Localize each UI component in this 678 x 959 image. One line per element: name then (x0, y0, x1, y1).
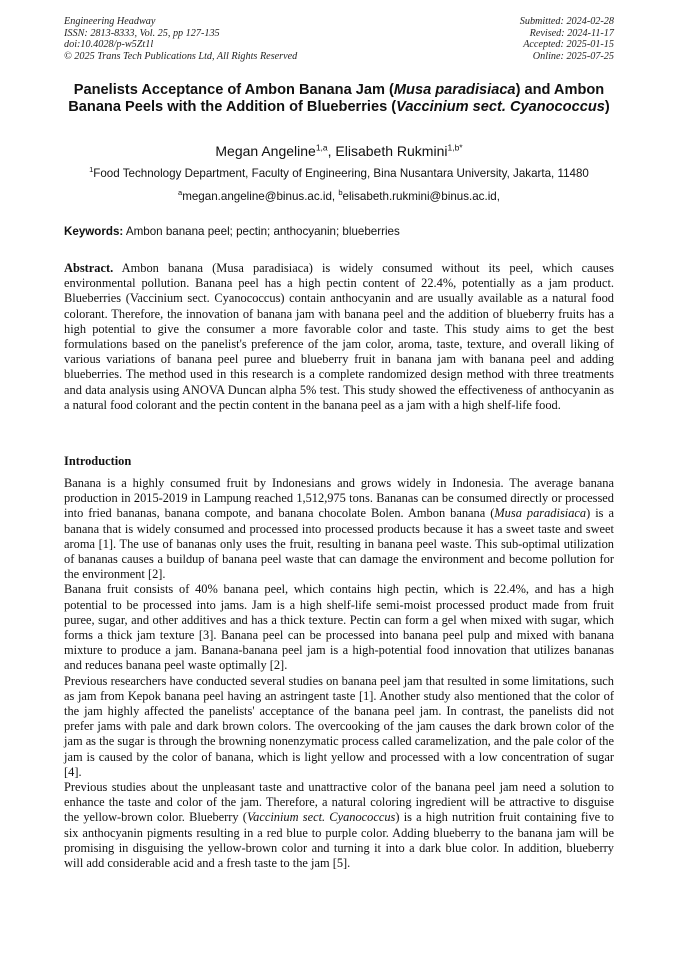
intro-paragraph-3: Previous researchers have conducted several studies on banana peel jam that resulted in some limitations, such as jam from Kepok banana peel having an astringent taste [1]. Another study also mentioned that the color of the jam highly affected the panelists' acceptance of the banana peel jam. In contrast, the panelists did not prefer jams with pale and dark brown colors. The overcooking of the jam causes the dark brown color of the jam as the sugar is through the browning nonenzymatic process called caramelization, and the pale color of the jam is caused by the color of banana, which is light yellow and processed with a low concentration of sugar [4]. (64, 673, 614, 779)
introduction-body (64, 476, 614, 871)
intro-p1-italic: Musa paradisiaca (494, 506, 587, 521)
author-1: Megan Angeline (215, 143, 316, 159)
intro-paragraph-2: Banana fruit consists of 40% banana peel, which contains high pectin, which is 22.4%, and has a high potential to be processed into jams. Jam is a high shelf-life semi-moist processed product made from fruit puree, sugar, and other additives and has a thick texture. Pectin can form a gel when mixed with sugar, which forms a thick jam texture [3]. Banana peel can be processed into banana peel pulp and mixed with banana mixture to produce a jam. Banana-banana peel jam is a high-potential food innovation that utilizes bananas and reduces banana peel waste optimally [2]. (64, 582, 614, 673)
keywords-label: Keywords: (64, 225, 124, 238)
intro-p1-a: Banana is a highly consumed fruit by Indonesians and grows widely in Indonesia. The average banana production in 2015-2019 in Lampung reached 1,512,975 tons. Bananas can be consumed directly or processed into fried bananas, banana compote, and banana chocolate Bolen. Ambon banana ( (64, 476, 614, 521)
journal-info-header (64, 16, 297, 62)
affiliation (64, 167, 614, 181)
author-separator: , (327, 143, 336, 159)
journal-issn: ISSN: 2813-8333, Vol. 25, pp 127-135 (64, 27, 220, 39)
journal-copyright: © 2025 Trans Tech Publications Ltd, All Rights Reserved (64, 50, 298, 62)
abstract-text: Ambon banana (Musa paradisiaca) is widely consumed without its peel, which causes environmental pollution. Banana peel has a high pectin content of 22.4%, potentially as a jam product. Blueberries (Vaccinium sect. Cyanococcus) contain anthocyanin and are usually available as a natural food colorant. Therefore, the innovation of banana jam with banana peel and the addition of blueberry fruits has a high potential to give the consumer a more favorable color and taste. This study aims to get the best formulations based on the panelist's preference of the jam color, aroma, taste, texture, and overall liking of various variations of banana peel puree and blueberry fruit in banana jam with banana peel and adding blueberries. The method used in this research is a complete randomized design method with three treatments and data analysis using ANOVA Duncan alpha 5% test. This study showed the effectiveness of anthocyanin as a natural food colorant and the pectin content in the banana peel as a jam with a high shelf-life food. (64, 261, 614, 412)
revised-date: Revised: 2024-11-17 (529, 27, 614, 39)
intro-p1-b: ) is a banana that is widely consumed and processed into processed products because it has a sweet taste and sweet aroma [1]. The use of bananas only uses the fruit, resulting in banana peel waste. This sub-optimal utilization of bananas causes a buildup of banana peel waste that can damage the environment and become pollution for the environment [2]. (64, 506, 614, 582)
journal-name: Engineering Headway (64, 16, 156, 27)
abstract (64, 261, 614, 413)
author-list (64, 143, 614, 160)
author-2: Elisabeth Rukmini (335, 143, 448, 159)
title-part3: ) (604, 99, 610, 116)
online-date: Online: 2025-07-25 (532, 50, 614, 62)
title-part2: ) and Ambon Banana Peels with the Addition of Blueberries ( (68, 82, 605, 116)
title-part1: Panelists Acceptance of Ambon Banana Jam ( (73, 82, 394, 98)
accepted-date: Accepted: 2025-01-15 (523, 39, 614, 51)
intro-p4-a: Previous studies about the unpleasant taste and unattractive color of the banana peel jam need a solution to enhance the taste and color of the jam. Therefore, a natural coloring ingredient will be attractive to disguise the yellow-brown color. Blueberry ( (64, 780, 614, 825)
introduction-heading: Introduction (64, 454, 132, 468)
author-emails (64, 190, 614, 204)
affiliation-sup: 1 (89, 165, 94, 175)
submitted-date: Submitted: 2024-02-28 (519, 16, 614, 27)
intro-paragraph-4 (64, 780, 614, 871)
intro-p4-b: ) is a high nutrition fruit containing five to six anthocyanin pigments resulting in a red blue to purple color. Adding blueberry to the banana jam will be promising in disguising the yellow-brown color and turning it into a dark blue color. In addition, blueberry will add considerable acid and a fresh taste to the jam [5]. (64, 810, 615, 871)
intro-p4-italic: Vaccinium sect. Cyanococcus (246, 810, 396, 825)
email-a: megan.angeline@binus.ac.id, (182, 190, 339, 203)
submission-dates-header (520, 16, 614, 62)
email-a-sup: a (178, 188, 183, 198)
author-1-sup: 1,a (315, 142, 328, 153)
intro-paragraph-1 (64, 476, 614, 582)
email-b-sup: b (338, 188, 343, 198)
affiliation-text: Food Technology Department, Faculty of Engineering, Bina Nusantara University, Jakarta, 11480 (93, 167, 589, 180)
keywords-text: Ambon banana peel; pectin; anthocyanin; blueberries (123, 225, 400, 238)
abstract-label: Abstract. (64, 261, 114, 275)
paper-title (60, 82, 618, 117)
journal-doi: doi:10.4028/p-w5Zt1l (64, 39, 154, 51)
author-2-sup: 1,b* (447, 142, 463, 153)
email-b: elisabeth.rukmini@binus.ac.id, (342, 190, 500, 203)
keywords (64, 225, 614, 239)
title-italic2: Vaccinium sect. Cyanococcus (396, 99, 605, 116)
title-italic1: Musa paradisiaca (393, 82, 516, 98)
